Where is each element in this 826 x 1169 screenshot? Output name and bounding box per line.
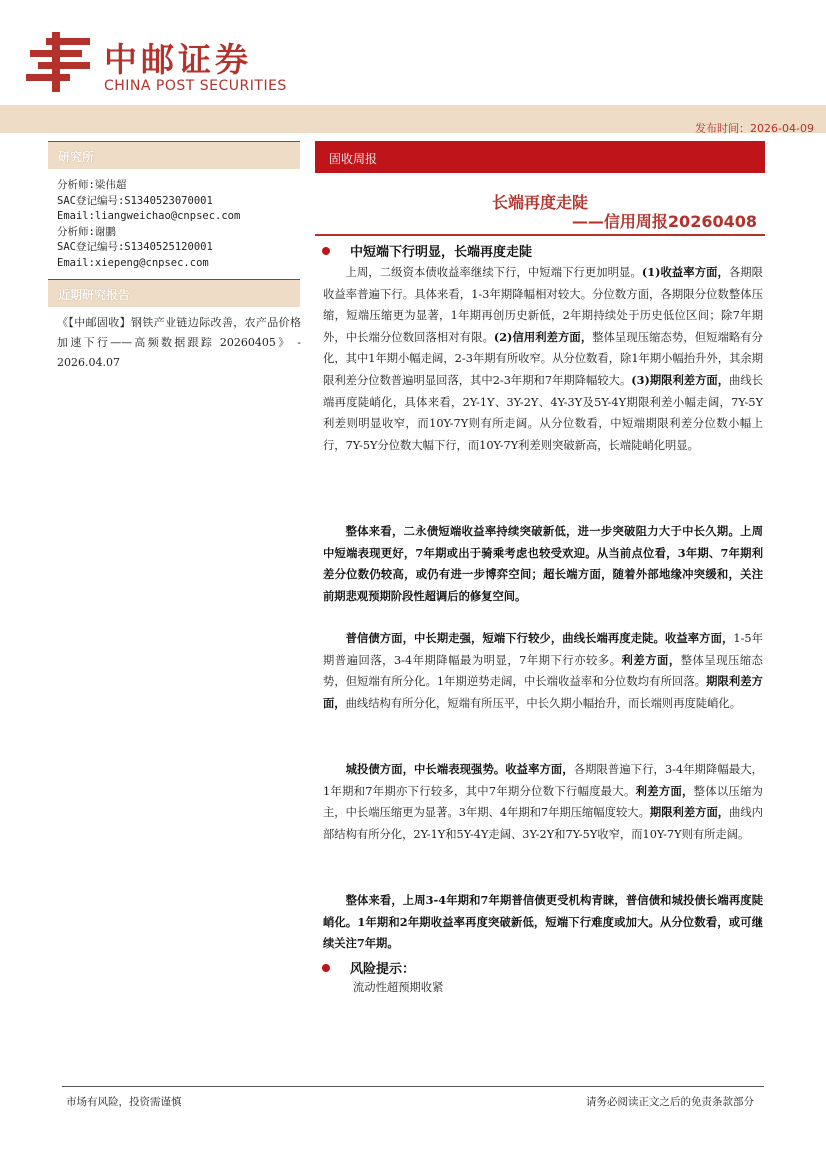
footer-left: 市场有风险，投资需谨慎 [66,1096,182,1108]
china-post-logo-icon [26,30,94,94]
paragraph-bold: 普信债方面，中长期走强，短端下行较少，曲线长端再度走陡。收益率方面， [345,631,734,645]
paragraph [323,890,763,955]
paragraph-text: 流动性超预期收紧 [353,981,444,994]
paragraph-text: 整体以压缩为主，中长端压缩更为显著。3年期、4年期和7年期压缩幅度较大。 [323,784,763,820]
paragraph-bold: 城投债方面，中长端表现强势。收益率方面， [345,762,574,776]
title-divider [315,234,765,236]
publish-time: 发布时间：2026-04-09 [695,122,814,135]
paragraph-text: 整体呈现压缩态势，但短端略有分化，其中1年期小幅走阔，2-3年期有所收窄。从分位数看，除1年期小幅抬升外，其余期限利差分位数普遍明显回落，其中2-3年期和7年期降幅较大。 [323,330,763,387]
section-heading [322,958,415,977]
category-label: 固收周报 [329,152,378,166]
paragraph-text: 上周，二级资本债收益率继续下行，中短端下行更加明显。 [345,266,642,279]
bullet-dot-icon [322,964,330,972]
paragraph-bold: (3)期限利差方面， [631,372,730,387]
analyst-line: SAC登记编号:S1340525120001 [57,241,213,253]
recent-reports-heading [48,279,300,307]
risk-text [353,977,793,999]
paragraph [323,262,763,456]
analyst-email[interactable]: Email:xiepeng@cnpsec.com [57,256,209,269]
section-heading-text: 风险提示： [350,962,416,977]
paragraph-bold: (2)信用利差方面， [493,329,593,344]
paragraph-bold: 期限利差方面， [649,805,730,820]
institute-heading [48,141,300,169]
paragraph-bold: 整体来看，二永债短端收益率持续突破新低，进一步突破阻力大于中长久期。上周中短端表现更好，7年期或出于骑乘考虑也较受欢迎。从当前点位看，3年期、7年期利差分位数仍较高，或仍有进一步博弈空间；超长端方面，随着外部地缘冲突缓和，关注前期悲观预期阶段性超调后的修复空间。 [323,524,763,603]
analyst-line: 分析师:梁伟超 [57,179,127,191]
section-heading-text: 中短端下行明显，长端再度走陡 [350,245,533,260]
report-title: 长端再度走陡 [491,193,588,212]
paragraph-text: 各期限普遍下行，3-4年期降幅最大，1年期和7年期亦下行较多，其中7年期分位数下行幅度最大。 [323,763,763,798]
paragraph-text: 1-5年期普遍回落，3-4年期降幅最为明显，7年期下行亦较多。 [323,632,763,667]
brand-name-cn: 中邮证券 [104,40,252,79]
paragraph-text: 整体呈现压缩态势，但短端有所分化。1年期逆势走阔，中长端收益率和分位数均有所回落。 [323,653,763,689]
footer-right: 请务必阅读正文之后的免责条款部分 [586,1096,754,1108]
paragraph-text: 曲线长端再度陡峭化，具体来看，2Y-1Y、3Y-2Y、4Y-3Y及5Y-4Y期限利差小幅走阔，7Y-5Y利差则明显收窄，而10Y-7Y则有所走阔。从分位数看，中短端期限利差分位数小幅上行，7Y-5Y分位数大幅下行，而10Y-7Y利差则突破新高，长端陡峭化明显。 [323,373,763,452]
report-header [0,0,826,118]
paragraph-bold: (1)收益率方面， [641,265,729,279]
category-bar [315,141,765,173]
paragraph-text: 各期限收益率普遍下行。具体来看，1-3年期降幅相对较大。分位数方面，各期限分位数整体压缩，短端压缩更为显著，1年期再创历史新低，2年期持续处于历史低位区间；除7年期外，中长端分位数回落相对有限。 [323,266,763,344]
analyst-line: SAC登记编号:S1340523070001 [57,194,213,207]
footer-divider [62,1086,764,1087]
recent-reports-heading-label: 近期研究报告 [58,288,131,302]
recent-report-link[interactable]: 《【中邮固收】钢铁产业链边际改善，农产品价格加速下行——高频数据跟踪 20260405》 - 2026.04.07 [57,316,301,369]
analyst-info [57,178,297,271]
paragraph-text: 曲线结构有所分化，短端有所压平，中长久期小幅抬升，而长端则再度陡峭化。 [345,696,742,710]
section-heading [322,241,532,260]
bullet-dot-icon [322,247,330,255]
paragraph-bold: 利差方面， [635,783,694,798]
paragraph [323,759,763,845]
analyst-email[interactable]: Email:liangweichao@cnpsec.com [57,210,241,222]
paragraph [323,521,763,607]
report-subtitle: ——信用周报20260408 [571,212,757,231]
paragraph-bold: 期限利差方面， [323,674,763,710]
analyst-line: 分析师:谢鹏 [57,225,116,238]
institute-heading-label: 研究所 [58,150,95,164]
paragraph [323,628,763,714]
paragraph-text: 曲线内部结构有所分化，2Y-1Y和5Y-4Y走阔、3Y-2Y和7Y-5Y收窄，而10Y-7Y则有所走阔。 [323,806,763,841]
paragraph-bold: 利差方面， [621,652,681,667]
brand-name-en: CHINA POST SECURITIES [104,78,287,94]
paragraph-bold: 整体来看，上周3-4年期和7年期普信债更受机构青睐，普信债和城投债长端再度陡峭化。1年期和2年期收益率再度突破新低，短端下行难度或加大。从分位数看，或可继续关注7年期。 [323,893,763,951]
